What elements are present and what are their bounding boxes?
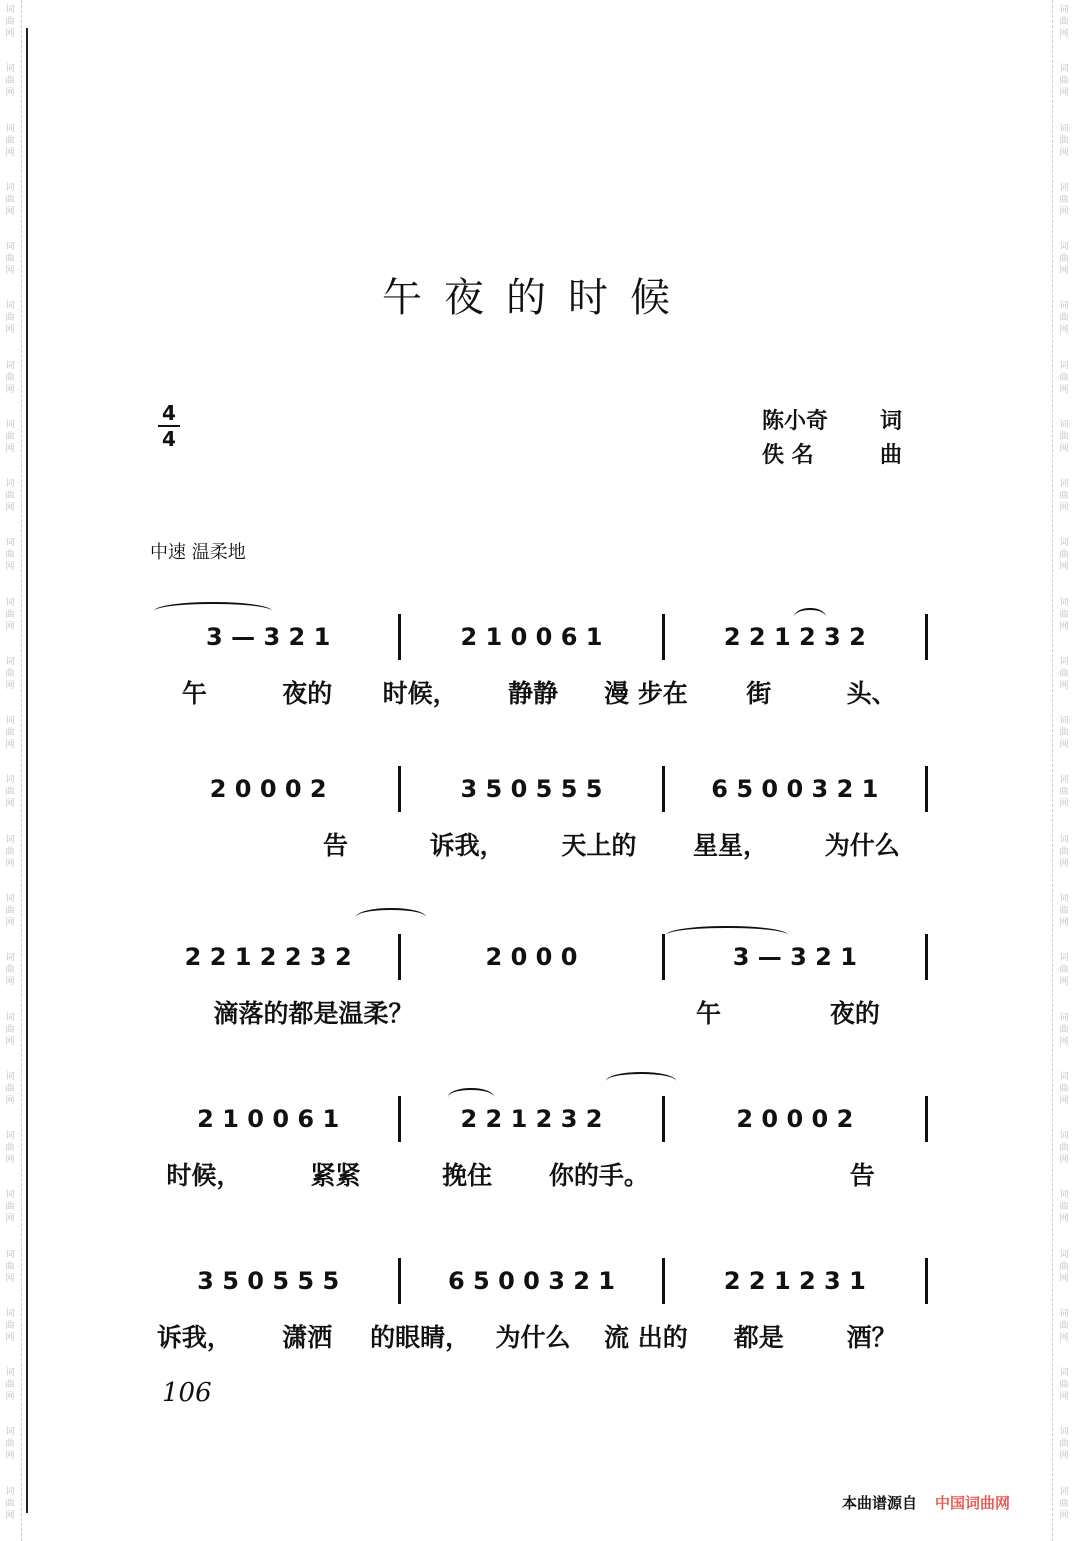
watermark-char: 词 (1059, 1012, 1069, 1023)
watermark-char: 网 (5, 443, 15, 454)
watermark-char: 词 (1059, 1308, 1069, 1319)
watermark-char: 曲 (1059, 965, 1069, 976)
composer-role: 曲 (879, 442, 902, 468)
barline (925, 766, 928, 812)
right-edge-line (1052, 0, 1053, 1541)
lyric: 夜的 (829, 999, 880, 1028)
watermark-cell (5, 59, 14, 118)
watermark-char: 网 (5, 503, 15, 514)
watermark-char: 网 (5, 1214, 15, 1225)
lyrics-row (138, 1154, 928, 1194)
watermark-char: 曲 (1059, 1083, 1069, 1094)
watermark-char: 曲 (5, 1380, 15, 1391)
watermark-cell (5, 1482, 14, 1541)
composer-name: 佚 名 (762, 442, 814, 468)
watermark-char: 网 (5, 858, 15, 869)
lyric: 告 (849, 1161, 875, 1190)
measure: 2 2 1 2 3 2 (460, 1105, 603, 1133)
watermark-char: 曲 (5, 1024, 15, 1035)
lyric: 都是 (733, 1323, 784, 1352)
barline (925, 614, 928, 660)
notes-row (138, 764, 928, 814)
watermark-char: 曲 (1059, 1498, 1069, 1509)
watermark-char: 网 (5, 1036, 15, 1047)
watermark-char: 网 (5, 977, 15, 988)
watermark-char: 曲 (5, 1320, 15, 1331)
watermark-cell (1059, 889, 1068, 948)
watermark-char: 网 (1059, 1036, 1069, 1047)
watermark-char: 网 (5, 206, 15, 217)
watermark-cell (5, 1067, 14, 1126)
watermark-char: 网 (5, 147, 15, 158)
watermark-char: 词 (5, 1368, 15, 1379)
watermark-cell (1059, 1008, 1068, 1067)
watermark-char: 词 (5, 242, 15, 253)
watermark-char: 曲 (1059, 431, 1069, 442)
watermark-char: 曲 (5, 728, 15, 739)
watermark-char: 曲 (1059, 194, 1069, 205)
lyric: 诉我， (156, 1323, 232, 1352)
watermark-char: 网 (1059, 325, 1069, 336)
watermark-char: 曲 (5, 1143, 15, 1154)
watermark-char: 词 (5, 656, 15, 667)
measure: 3 — 3 2 1 (732, 943, 857, 971)
watermark-char: 曲 (5, 1439, 15, 1450)
watermark-char: 曲 (1059, 491, 1069, 502)
watermark-char: 词 (1059, 1427, 1069, 1438)
watermark-char: 网 (1059, 562, 1069, 573)
lyric: 告 (323, 831, 349, 860)
watermark-char: 词 (5, 953, 15, 964)
staff-line-4 (138, 1094, 928, 1234)
watermark-char: 曲 (1059, 1439, 1069, 1450)
watermark-char: 词 (5, 893, 15, 904)
watermark-char: 网 (5, 325, 15, 336)
watermark-char: 曲 (1059, 313, 1069, 324)
watermark-char: 网 (1059, 740, 1069, 751)
watermark-char: 词 (5, 775, 15, 786)
notes-row (138, 932, 928, 982)
watermark-cell (5, 1304, 14, 1363)
watermark-char: 网 (5, 1392, 15, 1403)
lyric: 潇洒 (282, 1323, 333, 1352)
watermark-cell (5, 948, 14, 1007)
watermark-char: 曲 (1059, 76, 1069, 87)
watermark-char: 网 (1059, 799, 1069, 810)
lyric: 为什么 (495, 1323, 571, 1352)
measure: 2 2 1 2 3 1 (723, 1267, 866, 1295)
watermark-char: 网 (5, 1451, 15, 1462)
lyricist-credit (762, 404, 902, 438)
watermark-cell (1059, 711, 1068, 770)
staff-line-5 (138, 1256, 928, 1396)
watermark-char: 网 (5, 29, 15, 39)
watermark-char: 曲 (1059, 550, 1069, 561)
watermark-char: 网 (5, 266, 15, 277)
watermark-char: 网 (5, 88, 15, 99)
watermark-char: 曲 (5, 965, 15, 976)
measure: 6 5 0 0 3 2 1 (447, 1267, 615, 1295)
watermark-cell (5, 889, 14, 948)
watermark-cell (1059, 593, 1068, 652)
slur (356, 908, 426, 926)
watermark-char: 词 (1059, 5, 1069, 15)
watermark-char: 词 (1059, 479, 1069, 490)
source-prefix: 本曲谱源自 (842, 1494, 918, 1512)
lyrics-row (138, 824, 928, 864)
staff-line-3 (138, 932, 928, 1072)
watermark-char: 词 (5, 182, 15, 193)
watermark-cell (5, 178, 14, 237)
watermark-char: 词 (5, 419, 15, 430)
watermark-char: 词 (5, 360, 15, 371)
staff-line-1 (138, 612, 928, 752)
watermark-char: 网 (5, 799, 15, 810)
watermark-char: 曲 (1059, 668, 1069, 679)
watermark-char: 曲 (5, 846, 15, 857)
watermark-char: 网 (1059, 621, 1069, 632)
watermark-char: 网 (1059, 29, 1069, 39)
watermark-char: 曲 (5, 17, 15, 27)
lyric: 为什么 (824, 831, 900, 860)
watermark-char: 网 (1059, 1095, 1069, 1106)
watermark-char: 词 (5, 123, 15, 134)
watermark-char: 词 (5, 479, 15, 490)
watermark-char: 曲 (5, 76, 15, 87)
watermark-char: 网 (5, 562, 15, 573)
watermark-char: 曲 (1059, 135, 1069, 146)
watermark-char: 曲 (1059, 372, 1069, 383)
measure: 2 2 1 2 2 3 2 (184, 943, 352, 971)
watermark-char: 曲 (5, 313, 15, 324)
watermark-char: 词 (5, 301, 15, 312)
watermark-char: 曲 (1059, 1024, 1069, 1035)
watermark-char: 曲 (1059, 905, 1069, 916)
watermark-cell (1059, 830, 1068, 889)
watermark-char: 网 (5, 1273, 15, 1284)
watermark-char: 曲 (5, 550, 15, 561)
watermark-char: 曲 (5, 787, 15, 798)
watermark-cell (5, 0, 14, 59)
watermark-char: 词 (1059, 656, 1069, 667)
watermark-char: 词 (5, 1308, 15, 1319)
watermark-cell (5, 1422, 14, 1481)
lyric: 挽住 (442, 1161, 493, 1190)
watermark-char: 词 (1059, 1131, 1069, 1142)
watermark-char: 网 (1059, 1392, 1069, 1403)
watermark-cell (5, 119, 14, 178)
lyric: 的眼睛， (370, 1323, 471, 1352)
measure: 2 2 1 2 3 2 (723, 623, 866, 651)
watermark-char: 词 (1059, 301, 1069, 312)
watermark-char: 曲 (1059, 1261, 1069, 1272)
watermark-char: 曲 (1059, 17, 1069, 27)
lyrics-row (138, 672, 928, 712)
watermark-char: 曲 (1059, 846, 1069, 857)
watermark-cell (5, 770, 14, 829)
watermark-cell (1059, 59, 1068, 118)
watermark-cell (1059, 1482, 1068, 1541)
watermark-cell (1059, 1422, 1068, 1481)
measure: 2 0 0 0 2 (209, 775, 327, 803)
watermark-char: 曲 (5, 491, 15, 502)
watermark-cell (5, 415, 14, 474)
watermark-char: 网 (5, 1510, 15, 1521)
lyricist-name: 陈小奇 (762, 408, 829, 434)
lyricist-role: 词 (879, 408, 902, 434)
watermark-char: 曲 (1059, 1320, 1069, 1331)
watermark-cell (5, 1245, 14, 1304)
measure: 2 0 0 0 2 (736, 1105, 854, 1133)
watermark-cell (1059, 1067, 1068, 1126)
source-credit (842, 1492, 1042, 1513)
watermark-char: 网 (1059, 1155, 1069, 1166)
lyric: 午 (696, 999, 722, 1028)
measure: 3 5 0 5 5 5 (460, 775, 603, 803)
watermark-char: 网 (1059, 443, 1069, 454)
lyric: 夜的 (282, 679, 333, 708)
lyric: 紧紧 (310, 1161, 361, 1190)
watermark-cell (1059, 1363, 1068, 1422)
watermark-char: 词 (1059, 1249, 1069, 1260)
watermark-char: 词 (5, 5, 15, 15)
watermark-char: 词 (5, 1071, 15, 1082)
watermark-char: 网 (1059, 206, 1069, 217)
watermark-char: 网 (1059, 266, 1069, 277)
watermark-cell (1059, 1245, 1068, 1304)
watermark-char: 曲 (5, 1202, 15, 1213)
watermark-char: 曲 (5, 135, 15, 146)
lyric: 静静 (508, 679, 559, 708)
slur (606, 1072, 676, 1090)
lyrics-row (138, 992, 928, 1032)
watermark-char: 词 (1059, 182, 1069, 193)
watermark-char: 曲 (5, 1261, 15, 1272)
watermark-char: 网 (5, 680, 15, 691)
credits (762, 404, 902, 472)
watermark-cell (1059, 474, 1068, 533)
watermark-char: 网 (1059, 1332, 1069, 1343)
watermark-cell (5, 1008, 14, 1067)
notes-row (138, 1094, 928, 1144)
watermark-char: 词 (1059, 64, 1069, 75)
watermark-cell (5, 593, 14, 652)
measure: 2 1 0 0 6 1 (460, 623, 603, 651)
watermark-char: 词 (5, 1131, 15, 1142)
measure: 3 — 3 2 1 (206, 623, 331, 651)
lyric: 诉我， (429, 831, 505, 860)
watermark-char: 词 (5, 597, 15, 608)
notes-row (138, 612, 928, 662)
watermark-char: 词 (1059, 597, 1069, 608)
notes-row (138, 1256, 928, 1306)
watermark-char: 词 (1059, 1071, 1069, 1082)
watermark-cell (5, 1185, 14, 1244)
lyric: 星星， (693, 831, 769, 860)
watermark-char: 网 (5, 384, 15, 395)
watermark-char: 网 (1059, 88, 1069, 99)
watermark-char: 词 (1059, 716, 1069, 727)
source-site-link[interactable]: 中国词曲网 (935, 1494, 1011, 1512)
lyric: 街 (746, 679, 772, 708)
watermark-char: 词 (1059, 775, 1069, 786)
watermark-char: 曲 (1059, 1380, 1069, 1391)
watermark-cell (1059, 0, 1068, 59)
lyric: 漫 步在 (604, 679, 688, 708)
watermark-cell (5, 474, 14, 533)
left-edge-line (21, 0, 22, 1541)
watermark-char: 网 (1059, 858, 1069, 869)
watermark-char: 词 (1059, 242, 1069, 253)
barline (925, 1096, 928, 1142)
watermark-char: 词 (1059, 419, 1069, 430)
lyrics-row (138, 1316, 928, 1356)
watermark-char: 网 (1059, 917, 1069, 928)
watermark-cell (5, 1126, 14, 1185)
song-title: 午夜的时候 (382, 275, 692, 321)
lyric: 你的手。 (548, 1161, 649, 1190)
watermark-cell (5, 652, 14, 711)
watermark-char: 词 (5, 1012, 15, 1023)
watermark-cell (1059, 356, 1068, 415)
barline (925, 1258, 928, 1304)
watermark-char: 曲 (5, 194, 15, 205)
watermark-char: 词 (5, 834, 15, 845)
lyric: 时候， (382, 679, 458, 708)
watermark-char: 网 (1059, 384, 1069, 395)
watermark-cell (1059, 533, 1068, 592)
watermark-char: 词 (1059, 1368, 1069, 1379)
watermark-cell (1059, 415, 1068, 474)
measure: 2 1 0 0 6 1 (197, 1105, 340, 1133)
lyric: 滴落的都是温柔？ (213, 999, 414, 1028)
watermark-char: 曲 (1059, 254, 1069, 265)
watermark-cell (1059, 178, 1068, 237)
lyric: 流 出的 (604, 1323, 688, 1352)
watermark-char: 网 (1059, 147, 1069, 158)
time-signature-top: 4 (162, 401, 176, 425)
watermark-char: 词 (1059, 1486, 1069, 1497)
watermark-char: 网 (1059, 680, 1069, 691)
lyric: 天上的 (561, 831, 637, 860)
measure: 3 5 0 5 5 5 (197, 1267, 340, 1295)
page-number: 106 (162, 1378, 212, 1408)
watermark-cell (1059, 1185, 1068, 1244)
watermark-char: 词 (5, 1427, 15, 1438)
composer-credit (762, 438, 902, 472)
watermark-char: 曲 (1059, 1143, 1069, 1154)
watermark-cell (5, 533, 14, 592)
measure: 2 0 0 0 (485, 943, 578, 971)
watermark-char: 曲 (5, 609, 15, 620)
watermark-char: 曲 (5, 1083, 15, 1094)
watermark-char: 词 (1059, 893, 1069, 904)
watermark-char: 曲 (1059, 609, 1069, 620)
lyric: 午 (181, 679, 207, 708)
watermark-char: 网 (5, 740, 15, 751)
watermark-char: 网 (5, 1095, 15, 1106)
watermark-char: 曲 (5, 372, 15, 383)
watermark-char: 网 (5, 1155, 15, 1166)
watermark-cell (1059, 119, 1068, 178)
time-signature-bottom: 4 (162, 427, 176, 451)
margin-rule (26, 28, 28, 1513)
watermark-cell (5, 830, 14, 889)
watermark-cell (1059, 652, 1068, 711)
watermark-char: 词 (5, 538, 15, 549)
tempo-marking: 中速 温柔地 (150, 542, 246, 563)
watermark-cell (5, 356, 14, 415)
watermark-char: 网 (1059, 503, 1069, 514)
watermark-char: 网 (1059, 1273, 1069, 1284)
watermark-char: 曲 (5, 1498, 15, 1509)
watermark-char: 词 (5, 1249, 15, 1260)
measure: 6 5 0 0 3 2 1 (711, 775, 879, 803)
watermark-char: 词 (1059, 1190, 1069, 1201)
watermark-char: 曲 (5, 431, 15, 442)
watermark-char: 曲 (5, 905, 15, 916)
watermark-char: 曲 (1059, 787, 1069, 798)
watermark-cell (5, 1363, 14, 1422)
watermark-cell (1059, 1304, 1068, 1363)
watermark-char: 网 (5, 1332, 15, 1343)
watermark-char: 曲 (1059, 728, 1069, 739)
watermark-cell (1059, 1126, 1068, 1185)
watermark-char: 网 (1059, 1214, 1069, 1225)
left-watermark-strip (0, 0, 20, 1541)
watermark-char: 网 (1059, 1451, 1069, 1462)
watermark-cell (1059, 948, 1068, 1007)
lyric: 酒？ (846, 1323, 897, 1352)
watermark-char: 网 (5, 917, 15, 928)
lyric: 头、 (846, 679, 897, 708)
watermark-char: 词 (1059, 123, 1069, 134)
watermark-char: 词 (1059, 360, 1069, 371)
watermark-char: 网 (1059, 977, 1069, 988)
barline (925, 934, 928, 980)
watermark-cell (5, 711, 14, 770)
watermark-char: 曲 (5, 254, 15, 265)
right-watermark-strip (1054, 0, 1074, 1541)
watermark-char: 词 (5, 64, 15, 75)
watermark-char: 网 (5, 621, 15, 632)
watermark-char: 词 (1059, 834, 1069, 845)
watermark-char: 词 (5, 1486, 15, 1497)
watermark-char: 词 (1059, 953, 1069, 964)
lyric: 时候， (166, 1161, 242, 1190)
watermark-char: 网 (1059, 1510, 1069, 1521)
staff-line-2 (138, 764, 928, 904)
watermark-char: 词 (1059, 538, 1069, 549)
watermark-char: 曲 (1059, 1202, 1069, 1213)
watermark-char: 词 (5, 716, 15, 727)
watermark-char: 词 (5, 1190, 15, 1201)
watermark-char: 曲 (5, 668, 15, 679)
watermark-cell (1059, 770, 1068, 829)
time-signature (154, 402, 184, 450)
